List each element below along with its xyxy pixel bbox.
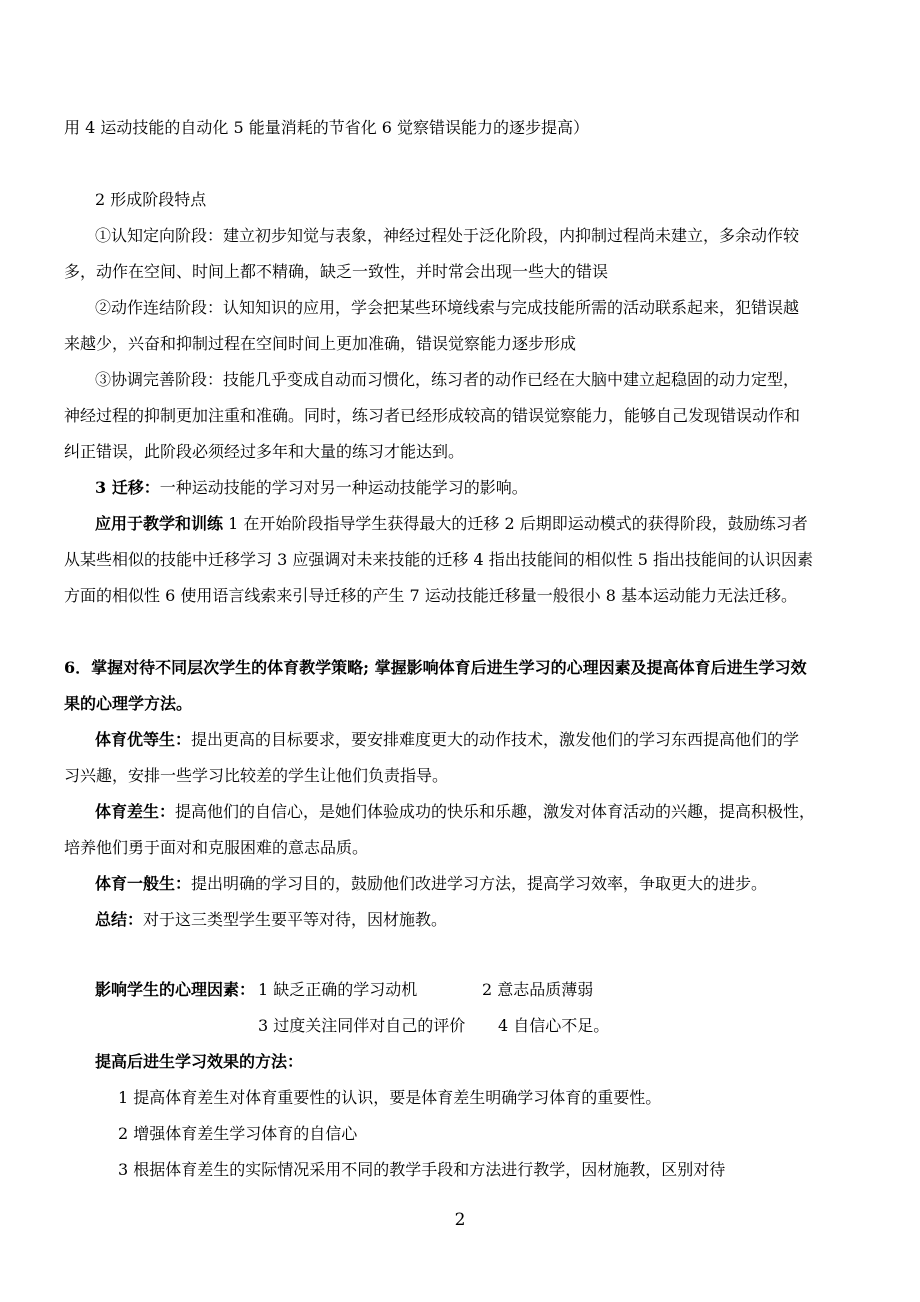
transfer-text: 一种运动技能的学习对另一种运动技能学习的影响。 <box>159 478 528 497</box>
paragraph-association-stage-line1: ②动作连结阶段：认知知识的应用，学会把某些环境线索与完成技能所需的活动联系起来，犯错误越 <box>95 298 800 317</box>
paragraph-autonomous-stage-line1: ③协调完善阶段：技能几乎变成自动而习惯化，练习者的动作已经在大脑中建立起稳固的动力定型， <box>95 370 800 389</box>
psych-factor-2: 2 意志品质薄弱 <box>482 980 594 999</box>
paragraph-cognitive-stage-line1: ①认知定向阶段：建立初步知觉与表象，神经过程处于泛化阶段，内抑制过程尚未建立，多余动作较 <box>95 226 800 245</box>
paragraph-application-line3: 方面的相似性 6 使用语言线索来引导迁移的产生 7 运动技能迁移量一般很小 8 基本运动能力无法迁移。 <box>64 586 798 605</box>
section-6-heading-line1: 6．掌握对待不同层次学生的体育教学策略; 掌握影响体育后进生学习的心理因素及提高体育后进生学习效 <box>64 658 807 677</box>
psych-factors-line1 <box>95 980 255 1000</box>
application-label: 应用于教学和训练 <box>95 514 224 533</box>
summary-label: 总结： <box>95 910 144 929</box>
average-students-text: 提出明确的学习目的，鼓励他们改进学习方法，提高学习效率，争取更大的进步。 <box>191 874 768 893</box>
line-1: 用 4 运动技能的自动化 5 能量消耗的节省化 6 觉察错误能力的逐步提高） <box>64 118 590 137</box>
paragraph-transfer <box>95 478 528 498</box>
paragraph-summary <box>95 910 447 930</box>
method-2: 2 增强体育差生学习体育的自信心 <box>118 1124 358 1143</box>
paragraph-application-line1 <box>95 514 808 534</box>
paragraph-autonomous-stage-line3: 纠正错误，此阶段必须经过多年和大量的练习才能达到。 <box>64 442 465 461</box>
method-3: 3 根据体育差生的实际情况采用不同的教学手段和方法进行教学，因材施教，区别对待 <box>118 1160 726 1179</box>
heading-formation-stages: 2 形成阶段特点 <box>95 190 207 209</box>
weak-students-text: 提高他们的自信心，是她们体验成功的快乐和乐趣，激发对体育活动的兴趣，提高积极性， <box>175 802 816 821</box>
summary-text: 对于这三类型学生要平等对待，因材施教。 <box>143 910 448 929</box>
section-6-heading-line2: 果的心理学方法。 <box>64 694 193 713</box>
top-students-text: 提出更高的目标要求，要安排难度更大的动作技术，激发他们的学习东西提高他们的学 <box>191 730 800 749</box>
method-1: 1 提高体育差生对体育重要性的认识，要是体育差生明确学习体育的重要性。 <box>118 1088 662 1107</box>
paragraph-top-students-line2: 习兴趣，安排一些学习比较差的学生让他们负责指导。 <box>64 766 449 785</box>
paragraph-autonomous-stage-line2: 神经过程的抑制更加注重和准确。同时，练习者已经形成较高的错误觉察能力，能够自己发现错误动作和 <box>64 406 801 425</box>
paragraph-weak-students-line2: 培养他们勇于面对和克服困难的意志品质。 <box>64 838 369 857</box>
top-students-label: 体育优等生： <box>95 730 192 749</box>
psych-factor-1: 1 缺乏正确的学习动机 <box>258 980 418 999</box>
average-students-label: 体育一般生： <box>95 874 192 893</box>
page-number: 2 <box>454 1210 466 1230</box>
application-text: 1 在开始阶段指导学生获得最大的迁移 2 后期即运动模式的获得阶段，鼓励练习者 <box>223 514 808 533</box>
paragraph-weak-students-line1 <box>95 802 815 822</box>
psych-factor-3: 3 过度关注同伴对自己的评价 <box>258 1016 466 1035</box>
transfer-label: 3 迁移： <box>95 478 160 497</box>
weak-students-label: 体育差生： <box>95 802 176 821</box>
psych-factors-label: 影响学生的心理因素： <box>95 980 256 999</box>
paragraph-cognitive-stage-line2: 多，动作在空间、时间上都不精确，缺乏一致性，并时常会出现一些大的错误 <box>64 262 609 281</box>
methods-heading: 提高后进生学习效果的方法： <box>95 1052 304 1071</box>
psych-factor-4: 4 自信心不足。 <box>498 1016 610 1035</box>
paragraph-application-line2: 从某些相似的技能中迁移学习 3 应强调对未来技能的迁移 4 指出技能间的相似性 5 指出技能间的认识因素 <box>64 550 814 569</box>
paragraph-average-students <box>95 874 767 894</box>
paragraph-top-students-line1 <box>95 730 799 750</box>
paragraph-association-stage-line2: 来越少，兴奋和抑制过程在空间时间上更加准确，错误觉察能力逐步形成 <box>64 334 577 353</box>
